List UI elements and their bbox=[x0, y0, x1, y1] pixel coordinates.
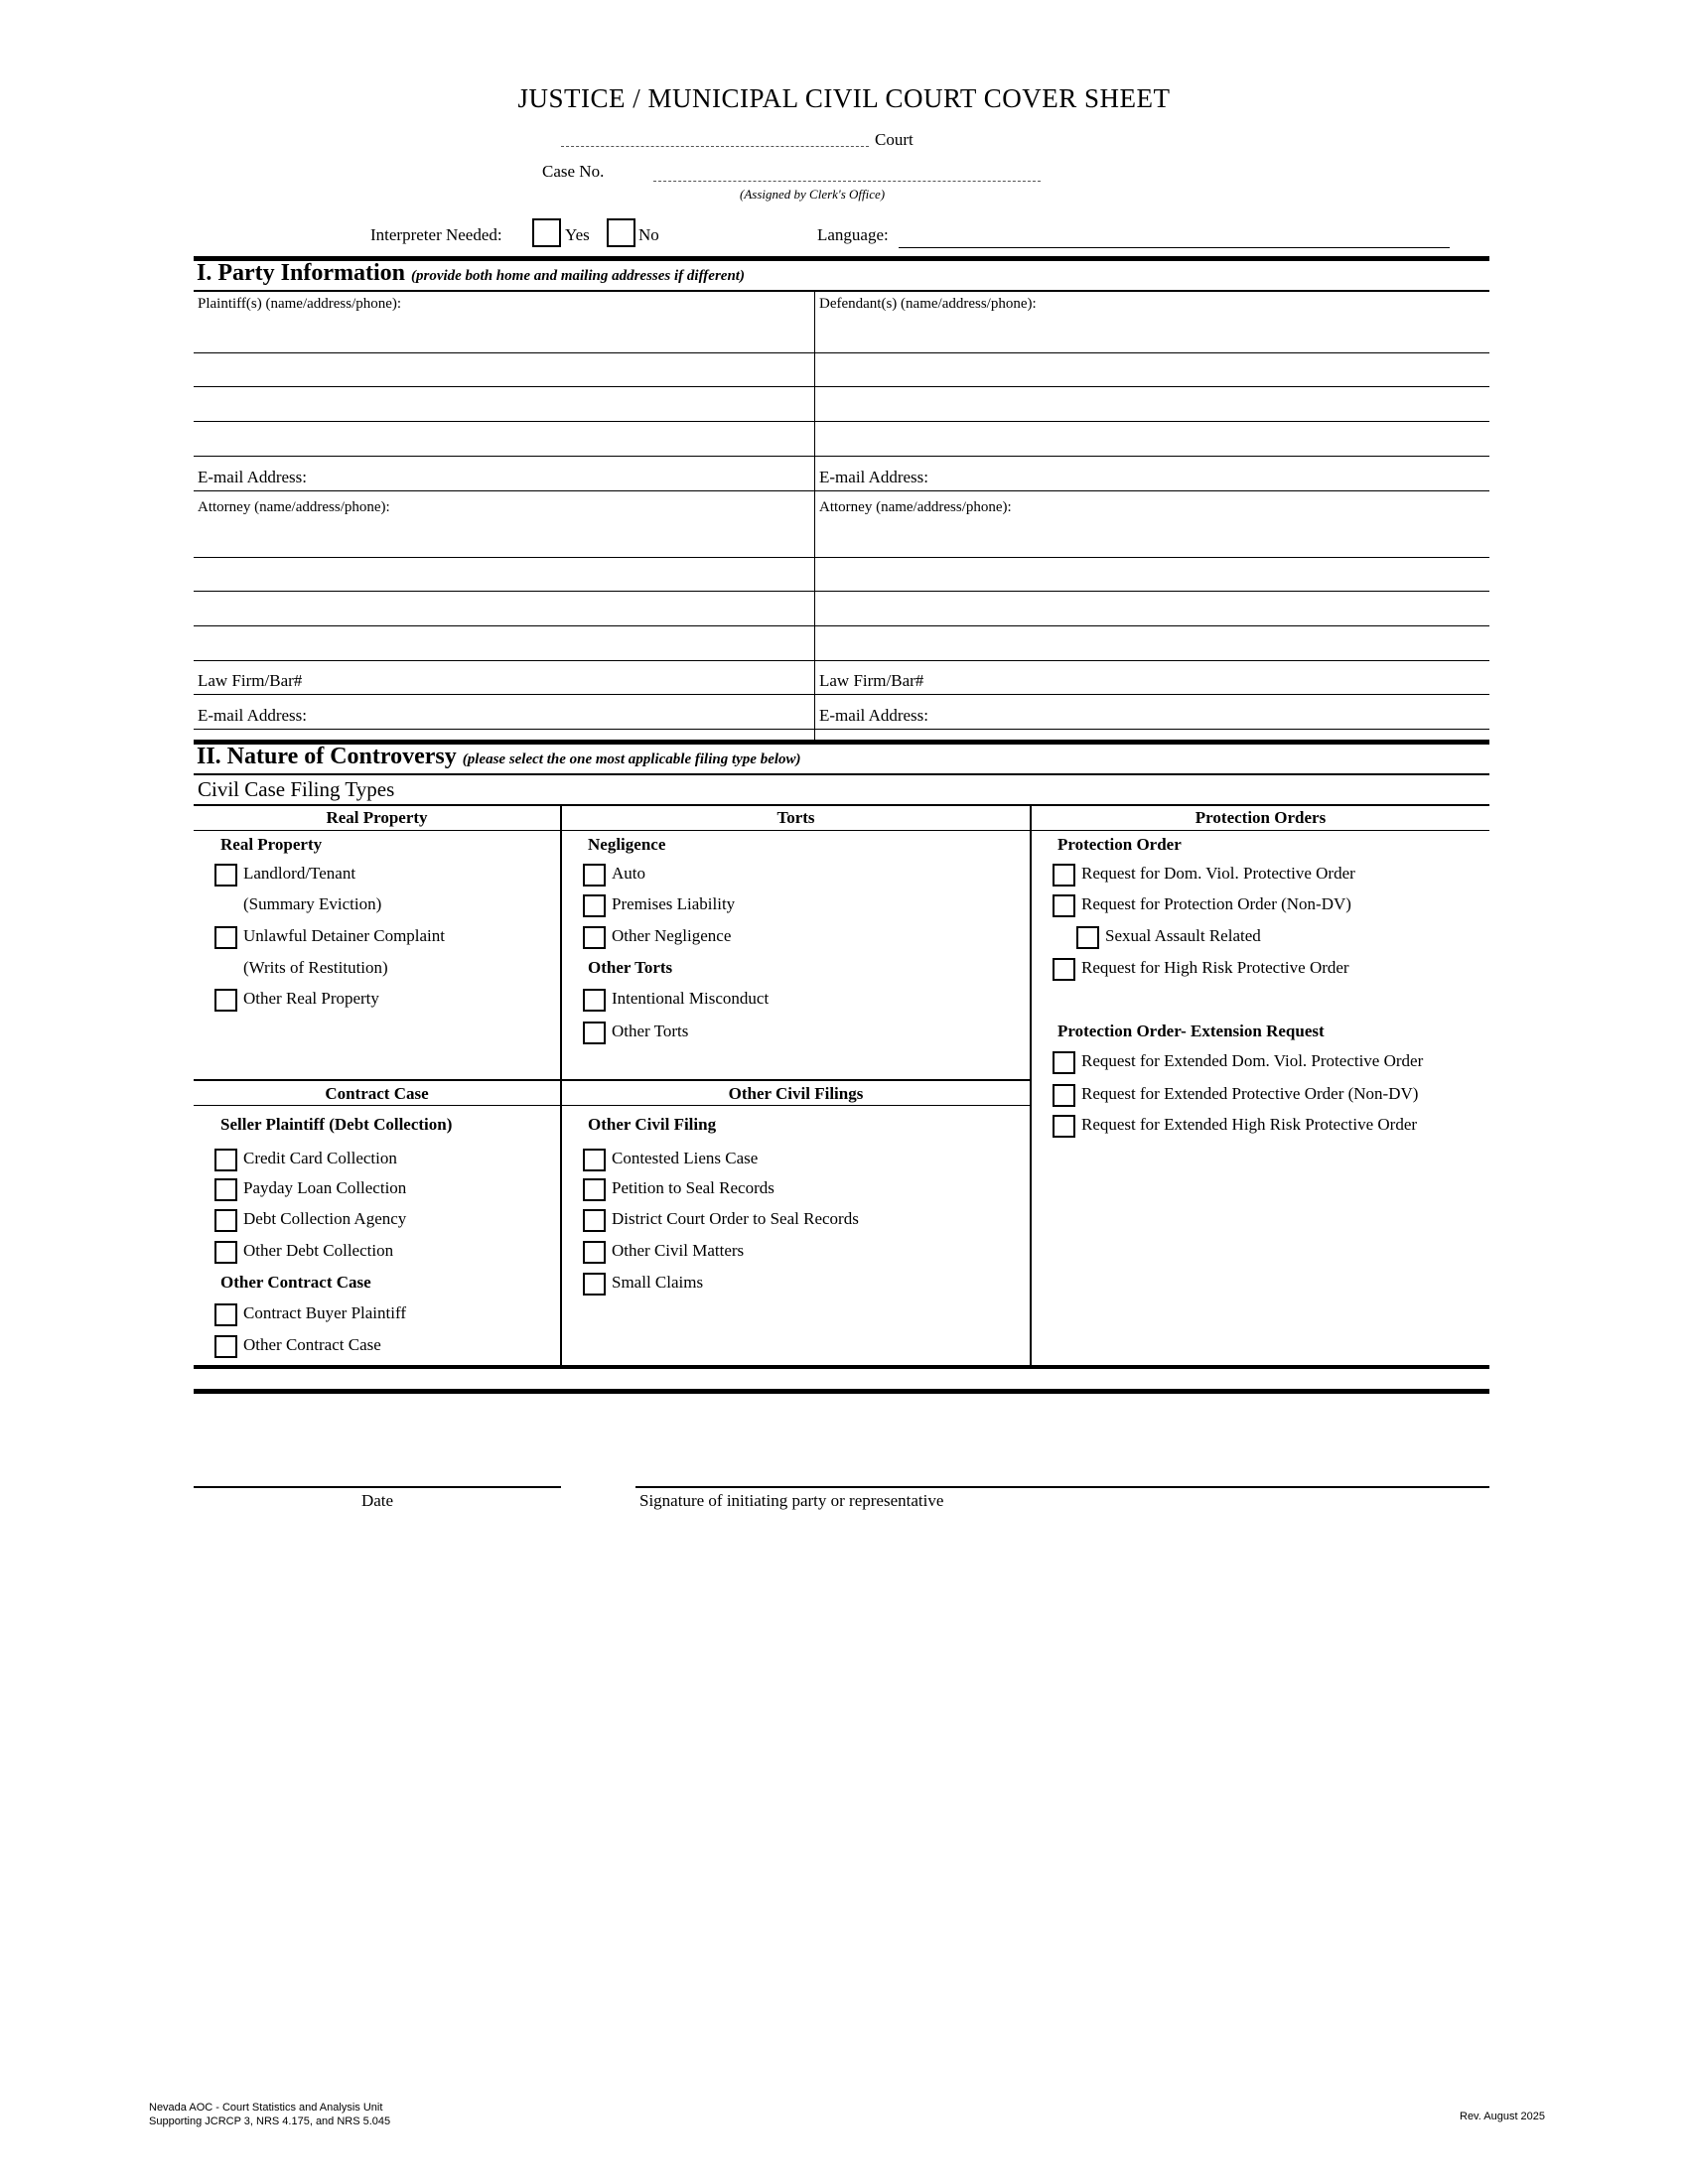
plaintiff-line-3[interactable] bbox=[194, 421, 1489, 422]
dom-viol-order-label: Request for Dom. Viol. Protective Order bbox=[1081, 864, 1355, 883]
high-risk-order-checkbox[interactable] bbox=[1053, 958, 1075, 981]
premises-liability-label: Premises Liability bbox=[612, 894, 736, 913]
real-property-heading: Real Property bbox=[326, 808, 428, 827]
debt-collection-agency-label: Debt Collection Agency bbox=[243, 1209, 407, 1228]
other-torts-label: Other Torts bbox=[612, 1022, 689, 1040]
plaintiff-email-label: E-mail Address: bbox=[198, 468, 308, 486]
protection-orders-heading: Protection Orders bbox=[1195, 808, 1327, 827]
signature-line[interactable] bbox=[635, 1486, 1489, 1488]
landlord-tenant-label: Landlord/Tenant bbox=[243, 864, 356, 883]
defendant-label: Defendant(s) (name/address/phone): bbox=[819, 296, 1037, 312]
extended-non-dv-label: Request for Extended Protective Order (Non-DV) bbox=[1081, 1084, 1419, 1103]
language-field[interactable] bbox=[899, 247, 1450, 248]
footer-authority: Supporting JCRCP 3, NRS 4.175, and NRS 5.045 bbox=[149, 2116, 391, 2127]
extended-non-dv-checkbox[interactable] bbox=[1053, 1084, 1075, 1107]
plaintiff-line-2[interactable] bbox=[194, 386, 1489, 387]
attorney-line-1[interactable] bbox=[194, 557, 1489, 558]
small-claims-checkbox[interactable] bbox=[583, 1273, 606, 1296]
high-risk-order-label: Request for High Risk Protective Order bbox=[1081, 958, 1349, 977]
other-debt-collection-checkbox[interactable] bbox=[214, 1241, 237, 1264]
extended-high-risk-label: Request for Extended High Risk Protective Order bbox=[1081, 1115, 1418, 1134]
contract-case-heading: Contract Case bbox=[325, 1084, 429, 1103]
rule bbox=[194, 830, 1489, 831]
plaintiff-lawfirm-label: Law Firm/Bar# bbox=[198, 671, 303, 690]
extended-dom-viol-label: Request for Extended Dom. Viol. Protective Order bbox=[1081, 1051, 1424, 1070]
premises-liability-checkbox[interactable] bbox=[583, 894, 606, 917]
debt-collection-agency-checkbox[interactable] bbox=[214, 1209, 237, 1232]
district-court-seal-checkbox[interactable] bbox=[583, 1209, 606, 1232]
seller-plaintiff-subheading: Seller Plaintiff (Debt Collection) bbox=[220, 1115, 453, 1134]
other-real-property-checkbox[interactable] bbox=[214, 989, 237, 1012]
torts-heading: Torts bbox=[776, 808, 815, 827]
other-debt-collection-label: Other Debt Collection bbox=[243, 1241, 394, 1260]
column-divider-2 bbox=[1030, 805, 1032, 1366]
protection-order-subheading: Protection Order bbox=[1057, 835, 1182, 854]
date-line[interactable] bbox=[194, 1486, 561, 1488]
protection-order-non-dv-checkbox[interactable] bbox=[1053, 894, 1075, 917]
extended-high-risk-checkbox[interactable] bbox=[1053, 1115, 1075, 1138]
footer-agency: Nevada AOC - Court Statistics and Analysis Unit bbox=[149, 2102, 383, 2114]
credit-card-checkbox[interactable] bbox=[214, 1149, 237, 1171]
rule bbox=[194, 773, 1489, 775]
protection-order-non-dv-label: Request for Protection Order (Non-DV) bbox=[1081, 894, 1351, 913]
small-claims-label: Small Claims bbox=[612, 1273, 704, 1292]
contract-buyer-checkbox[interactable] bbox=[214, 1303, 237, 1326]
sexual-assault-checkbox[interactable] bbox=[1076, 926, 1099, 949]
party-column-divider bbox=[814, 291, 815, 741]
plaintiff-line-4[interactable] bbox=[194, 456, 1489, 457]
rule bbox=[194, 1105, 1031, 1106]
landlord-tenant-checkbox[interactable] bbox=[214, 864, 237, 887]
plaintiff-attorney-email-label: E-mail Address: bbox=[198, 706, 308, 725]
sexual-assault-label: Sexual Assault Related bbox=[1105, 926, 1261, 945]
footer-revision: Rev. August 2025 bbox=[1460, 2111, 1546, 2122]
other-torts-subheading: Other Torts bbox=[588, 958, 673, 977]
section-divider bbox=[194, 1389, 1489, 1394]
intentional-misconduct-checkbox[interactable] bbox=[583, 989, 606, 1012]
real-property-subheading: Real Property bbox=[220, 835, 323, 854]
dom-viol-order-checkbox[interactable] bbox=[1053, 864, 1075, 887]
contract-buyer-label: Contract Buyer Plaintiff bbox=[243, 1303, 406, 1322]
petition-seal-label: Petition to Seal Records bbox=[612, 1178, 774, 1197]
section-divider bbox=[194, 1365, 1489, 1369]
other-contract-subheading: Other Contract Case bbox=[220, 1273, 371, 1292]
extension-request-subheading: Protection Order- Extension Request bbox=[1057, 1022, 1325, 1040]
party-section-note: (provide both home and mailing addresses if different) bbox=[410, 268, 745, 284]
email-line[interactable] bbox=[194, 490, 1489, 491]
nature-section-note: (please select the one most applicable filing type below) bbox=[462, 751, 801, 767]
extended-dom-viol-checkbox[interactable] bbox=[1053, 1051, 1075, 1074]
rule bbox=[194, 804, 1489, 806]
nature-section-title bbox=[197, 744, 801, 770]
assigned-note: (Assigned by Clerk's Office) bbox=[740, 187, 886, 202]
plaintiff-label: Plaintiff(s) (name/address/phone): bbox=[198, 296, 402, 312]
filing-types-subtitle: Civil Case Filing Types bbox=[198, 777, 395, 801]
unlawful-detainer-checkbox[interactable] bbox=[214, 926, 237, 949]
rule bbox=[194, 1079, 1031, 1081]
party-section-heading: I. Party Information bbox=[197, 260, 405, 286]
other-negligence-checkbox[interactable] bbox=[583, 926, 606, 949]
page-title: JUSTICE / MUNICIPAL CIVIL COURT COVER SHEET bbox=[517, 83, 1171, 113]
unlawful-detainer-label: Unlawful Detainer Complaint bbox=[243, 926, 446, 945]
contested-liens-label: Contested Liens Case bbox=[612, 1149, 759, 1167]
attorney-line-2[interactable] bbox=[194, 591, 1489, 592]
other-contract-checkbox[interactable] bbox=[214, 1335, 237, 1358]
attorney-line-3[interactable] bbox=[194, 625, 1489, 626]
defendant-lawfirm-label: Law Firm/Bar# bbox=[819, 671, 924, 690]
case-no-label: Case No. bbox=[542, 162, 605, 181]
other-contract-label: Other Contract Case bbox=[243, 1335, 381, 1354]
auto-label: Auto bbox=[612, 864, 645, 883]
other-civil-matters-checkbox[interactable] bbox=[583, 1241, 606, 1264]
attorney-line-4[interactable] bbox=[194, 660, 1489, 661]
date-label: Date bbox=[360, 1491, 394, 1510]
defendant-attorney-label: Attorney (name/address/phone): bbox=[819, 499, 1012, 515]
rule bbox=[194, 290, 1489, 292]
other-real-property-label: Other Real Property bbox=[243, 989, 379, 1008]
other-torts-checkbox[interactable] bbox=[583, 1022, 606, 1044]
nature-section-heading: II. Nature of Controversy bbox=[197, 744, 457, 769]
summary-eviction-note: (Summary Eviction) bbox=[243, 894, 382, 913]
other-civil-subheading: Other Civil Filing bbox=[588, 1115, 717, 1134]
lawfirm-line[interactable] bbox=[194, 694, 1489, 695]
signature-label: Signature of initiating party or representative bbox=[639, 1491, 944, 1510]
plaintiff-attorney-label: Attorney (name/address/phone): bbox=[198, 499, 390, 515]
other-civil-heading: Other Civil Filings bbox=[728, 1084, 864, 1103]
plaintiff-line-1[interactable] bbox=[194, 352, 1489, 353]
negligence-subheading: Negligence bbox=[588, 835, 666, 854]
case-no-field[interactable] bbox=[653, 181, 1041, 182]
interpreter-yes-label: Yes bbox=[565, 225, 590, 244]
attorney-email-line[interactable] bbox=[194, 729, 1489, 730]
defendant-email-label: E-mail Address: bbox=[819, 468, 929, 486]
writs-restitution-note: (Writs of Restitution) bbox=[243, 958, 388, 977]
credit-card-label: Credit Card Collection bbox=[243, 1149, 397, 1167]
interpreter-label: Interpreter Needed: bbox=[370, 225, 502, 244]
intentional-misconduct-label: Intentional Misconduct bbox=[612, 989, 770, 1008]
interpreter-yes-checkbox[interactable] bbox=[532, 218, 561, 247]
interpreter-no-label: No bbox=[638, 225, 659, 244]
language-label: Language: bbox=[817, 225, 889, 244]
court-name-field[interactable] bbox=[561, 146, 869, 147]
auto-checkbox[interactable] bbox=[583, 864, 606, 887]
district-court-seal-label: District Court Order to Seal Records bbox=[612, 1209, 859, 1228]
contested-liens-checkbox[interactable] bbox=[583, 1149, 606, 1171]
court-label: Court bbox=[875, 130, 914, 149]
payday-loan-checkbox[interactable] bbox=[214, 1178, 237, 1201]
interpreter-no-checkbox[interactable] bbox=[607, 218, 635, 247]
other-negligence-label: Other Negligence bbox=[612, 926, 732, 945]
party-section-title bbox=[197, 260, 745, 287]
defendant-attorney-email-label: E-mail Address: bbox=[819, 706, 929, 725]
petition-seal-checkbox[interactable] bbox=[583, 1178, 606, 1201]
payday-loan-label: Payday Loan Collection bbox=[243, 1178, 407, 1197]
other-civil-matters-label: Other Civil Matters bbox=[612, 1241, 745, 1260]
